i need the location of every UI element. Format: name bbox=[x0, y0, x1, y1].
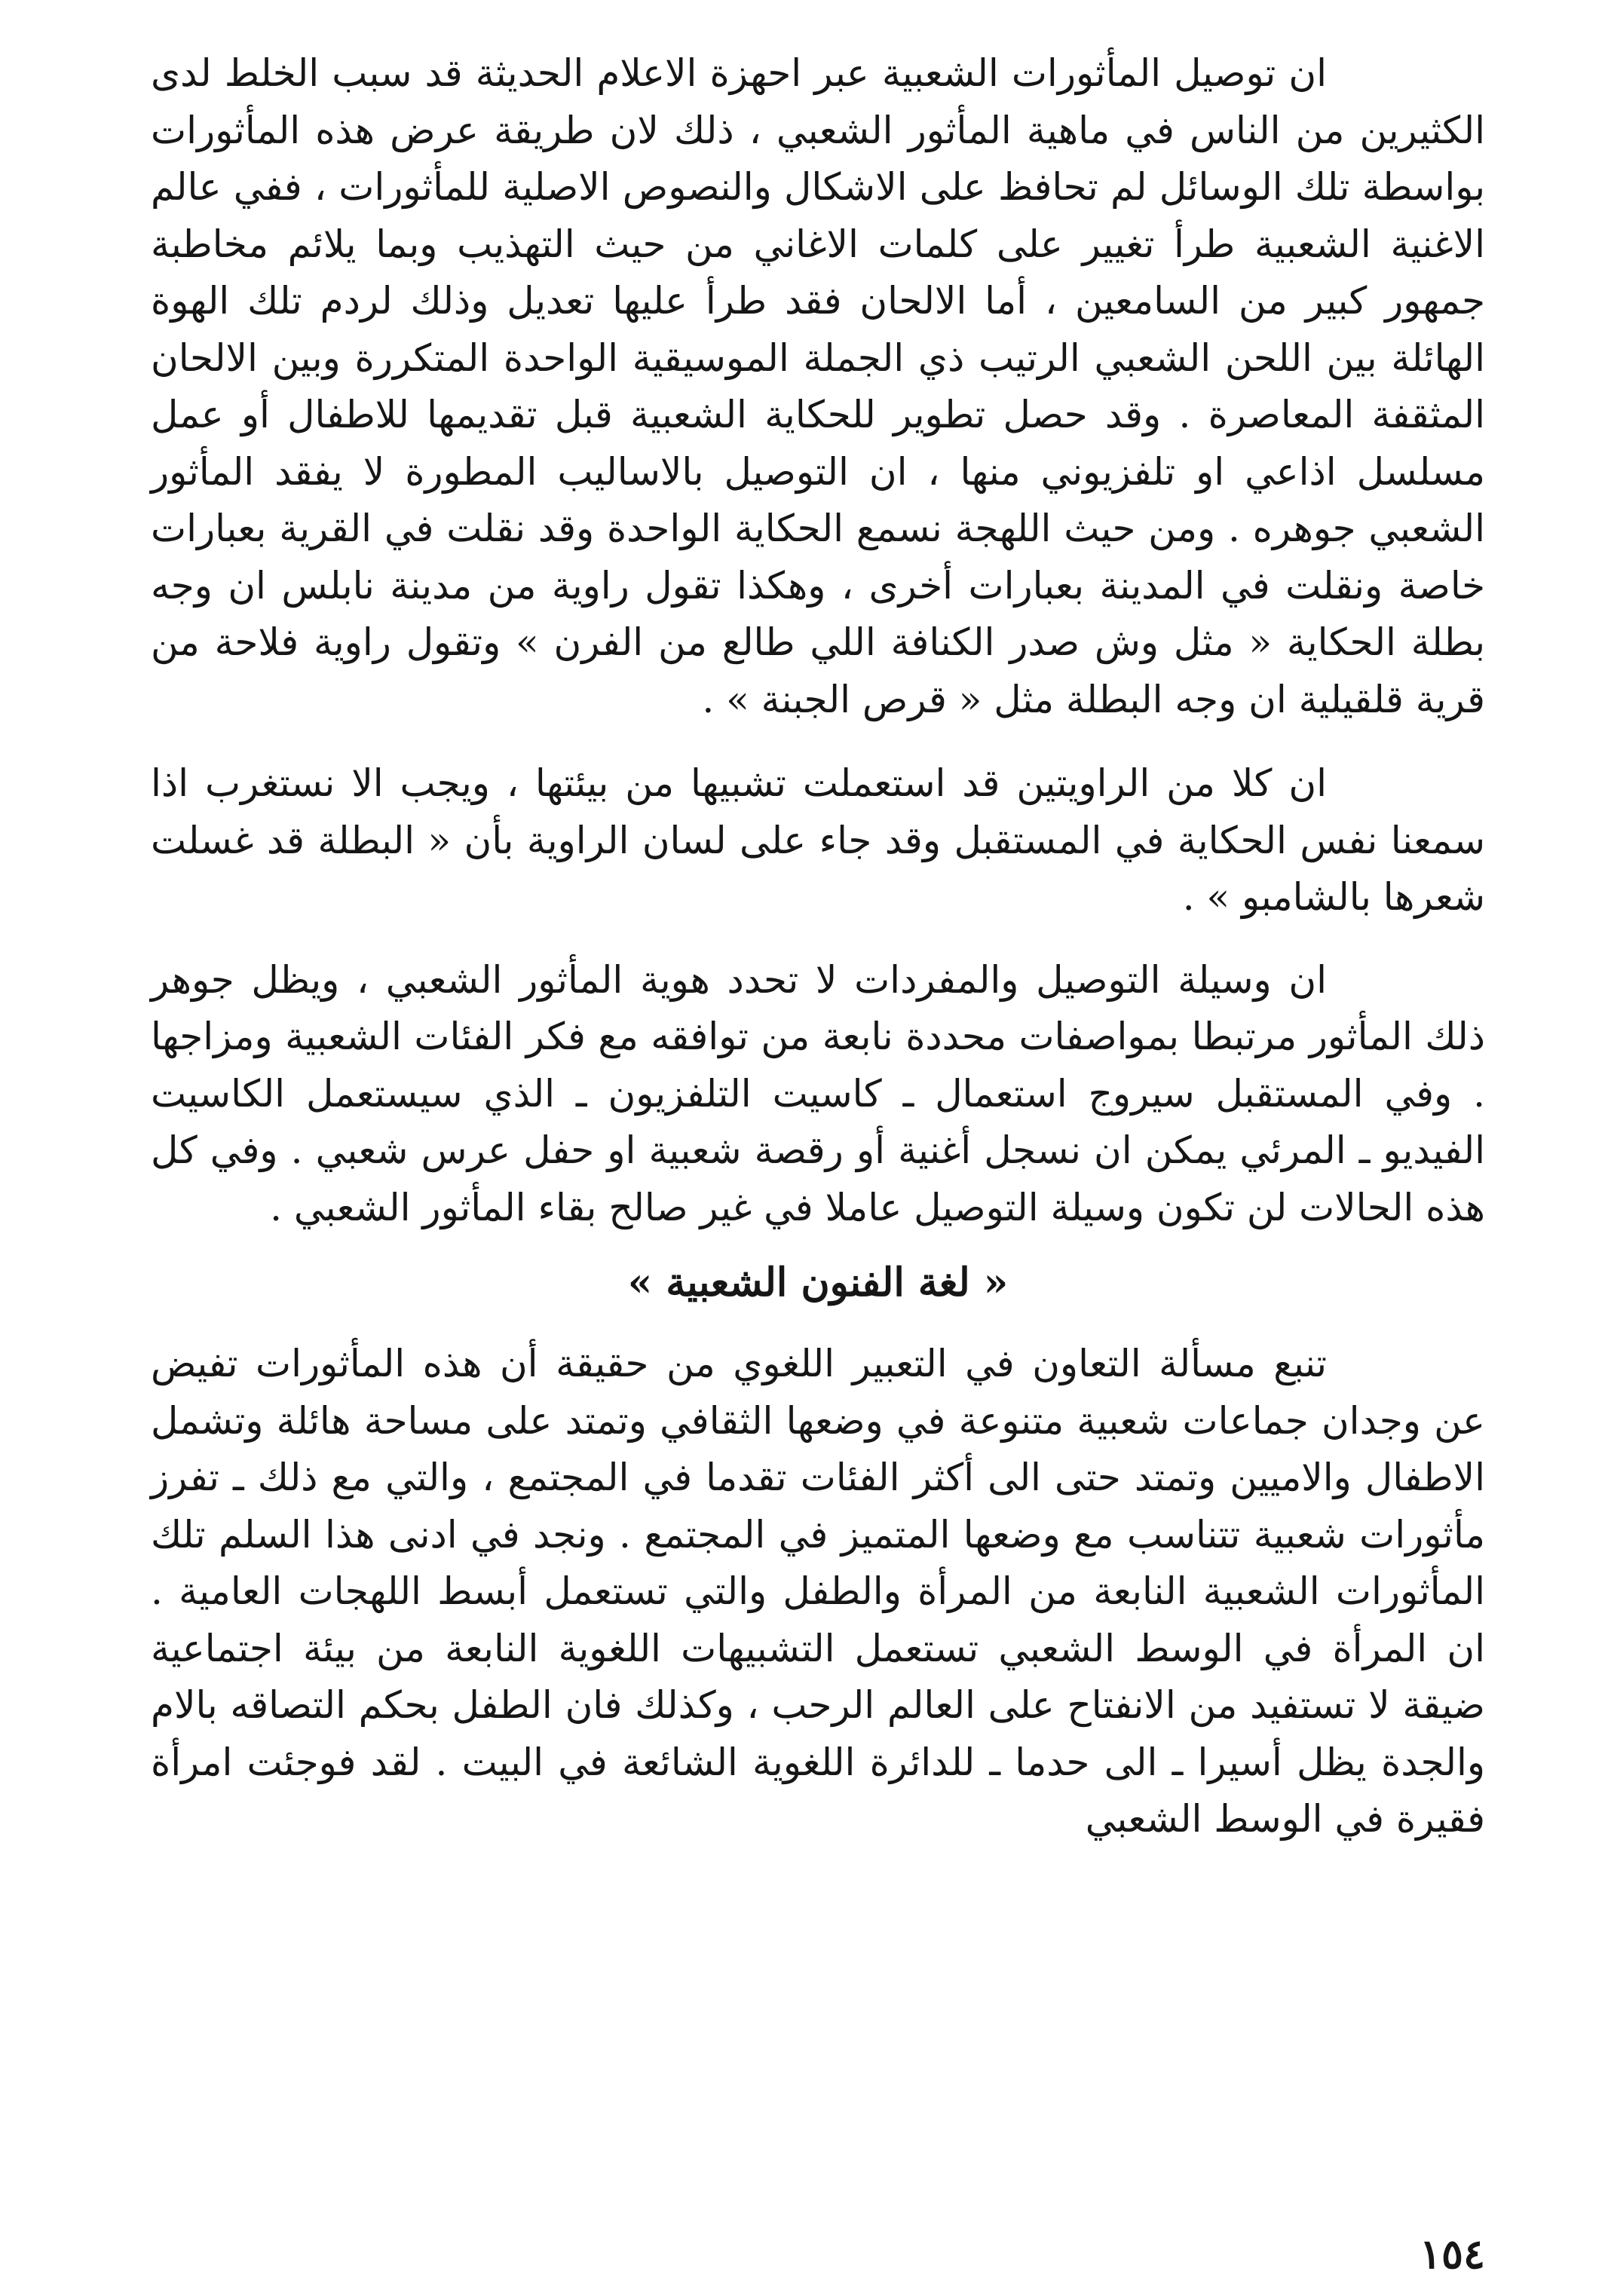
book-page bbox=[151, 45, 1485, 1848]
paragraph-2: ان كلا من الراويتين قد استعملت تشبيها من بيئتها ، ويجب الا نستغرب اذا سمعنا نفس الحكاية في المستقبل وقد جاء على لسان الراوية بأن « البطلة قد غسلت شعرها بالشامبو » . bbox=[151, 761, 1485, 919]
page-number: ١٥٤ bbox=[1419, 2230, 1485, 2278]
section-heading: « لغة الفنون الشعبية » bbox=[627, 1260, 1009, 1306]
paragraph-1: ان توصيل المأثورات الشعبية عبر احهزة الاعلام الحديثة قد سبب الخلط لدى الكثيرين من الناس في ماهية المأثور الشعبي ، ذلك لان طريقة عرض هذه المأثورات بواسطة تلك الوسائل لم تحافظ على الاشكال والنصوص الاصلية للمأثورات ، ففي عالم الاغنية الشعبية طرأ تغيير على كلمات الاغاني من حيث التهذيب وبما يلائم مخاطبة جمهور كبير من السامعين ، أما الالحان فقد طرأ عليها تعديل وذلك لردم تلك الهوة الهائلة بين اللحن الشعبي الرتيب ذي الجملة الموسيقية الواحدة المتكررة وبين الالحان المثقفة المعاصرة . وقد حصل تطوير للحكاية الشعبية قبل تقديمها للاطفال أو عمل مسلسل اذاعي او تلفزيوني منها ، ان التوصيل بالاساليب المطورة لا يفقد المأثور الشعبي جوهره . ومن حيث اللهجة نسمع الحكاية الواحدة وقد نقلت في القرية بعبارات خاصة ونقلت في المدينة بعبارات أخرى ، وهكذا تقول راوية من مدينة نابلس ان وجه بطلة الحكاية « مثل وش صدر الكنافة اللي طالع من الفرن » وتقول راوية فلاحة من قرية قلقيلية ان وجه البطلة مثل « قرص الجبنة » . bbox=[151, 51, 1485, 721]
paragraph-4: تنبع مسألة التعاون في التعبير اللغوي من حقيقة أن هذه المأثورات تفيض عن وجدان جماعات شعبية متنوعة في وضعها الثقافي وتمتد على مساحة هائلة وتشمل الاطفال والاميين وتمتد حتى الى أكثر الفئات تقدما في المجتمع ، والتي مع ذلك ـ تفرز مأثورات شعبية تتناسب مع وضعها المتميز في المجتمع . ونجد في ادنى هذا السلم تلك المأثورات الشعبية النابعة من المرأة والطفل والتي تستعمل أبسط اللهجات العامية . ان المرأة في الوسط الشعبي تستعمل التشبيهات اللغوية النابعة من بيئة اجتماعية ضيقة لا تستفيد من الانفتاح على العالم الرحب ، وكذلك فان الطفل بحكم التصاقه بالام والجدة يظل أسيرا ـ الى حدما ـ للدائرة اللغوية الشائعة في البيت . لقد فوجئت امرأة فقيرة في الوسط الشعبي bbox=[151, 1342, 1486, 1841]
paragraph-3: ان وسيلة التوصيل والمفردات لا تحدد هوية المأثور الشعبي ، ويظل جوهر ذلك المأثور مرتبطا بمواصفات محددة نابعة من توافقه مع فكر الفئات الشعبية ومزاجها . وفي المستقبل سيروج استعمال ـ كاسيت التلفزيون ـ الذي سيستعمل الكاسيت الفيديو ـ المرئي يمكن ان نسجل أغنية أو رقصة شعبية او حفل عرس شعبي . وفي كل هذه الحالات لن تكون وسيلة التوصيل عاملا في غير صالح بقاء المأثور الشعبي . bbox=[151, 957, 1485, 1229]
